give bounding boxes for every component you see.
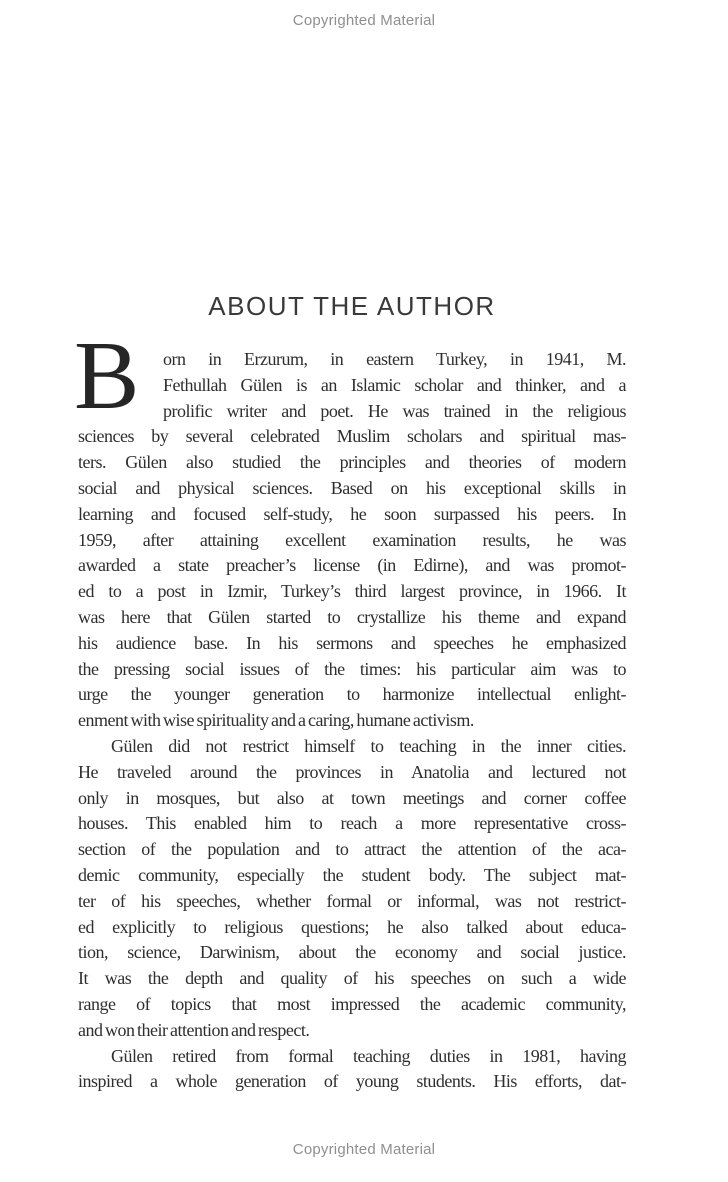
text-line: enment with wise spirituality and a caring, humane activism.: [78, 710, 474, 731]
text-block: [74, 322, 626, 1095]
text-line: Fethullah Gülen is an Islamic scholar and thinker, and a: [163, 374, 626, 395]
text-line: and won their attention and respect.: [78, 1019, 310, 1040]
text-line: social and physical sciences. Based on his exceptional skills in: [78, 477, 626, 498]
text-line: awarded a state preacher’s license (in Edirne), and was promot-: [78, 555, 626, 576]
text-line: demic community, especially the student body. The subject mat-: [78, 864, 626, 885]
text-line: range of topics that most impressed the academic community,: [78, 993, 626, 1014]
paragraph: [78, 1044, 626, 1096]
watermark-top: Copyrighted Material: [292, 12, 436, 29]
text-line: ters. Gülen also studied the principles and theories of modern: [78, 452, 626, 473]
text-line: tion, science, Darwinism, about the economy and social justice.: [78, 942, 626, 963]
text-line: urge the younger generation to harmonize intellectual enlight-: [78, 684, 626, 705]
text-line: Gülen retired from formal teaching duties in 1981, having: [111, 1045, 626, 1066]
text-line: sciences by several celebrated Muslim scholars and spiritual mas-: [78, 426, 626, 447]
text-line: Gülen did not restrict himself to teaching in the inner cities.: [111, 735, 626, 756]
drop-cap: B: [74, 322, 140, 430]
text-line: ter of his speeches, whether formal or informal, was not restrict-: [78, 890, 626, 911]
text-line: section of the population and to attract the attention of the aca-: [78, 839, 626, 860]
text-line: his audience base. In his sermons and speeches he emphasized: [78, 632, 626, 653]
text-line: the pressing social issues of the times: his particular aim was to: [78, 658, 626, 679]
paragraph: [78, 347, 626, 734]
watermark-bottom: Copyrighted Material: [292, 1141, 436, 1158]
text-line: ed explicitly to religious questions; he also talked about educa-: [78, 916, 626, 937]
text-line: He traveled around the provinces in Anatolia and lectured not: [78, 761, 626, 782]
text-line: 1959, after attaining excellent examination results, he was: [78, 529, 626, 550]
text-line: houses. This enabled him to reach a more representative cross-: [78, 813, 626, 834]
text-line: only in mosques, but also at town meetings and corner coffee: [78, 787, 626, 808]
page-title: ABOUT THE AUTHOR: [208, 291, 496, 321]
text-line: It was the depth and quality of his speeches on such a wide: [78, 968, 626, 989]
text-line: ed to a post in Izmir, Turkey’s third largest province, in 1966. It: [78, 581, 626, 602]
text-line: orn in Erzurum, in eastern Turkey, in 1941, M.: [163, 349, 626, 369]
text-line: inspired a whole generation of young students. His efforts, dat-: [78, 1071, 626, 1092]
paragraph: [78, 734, 626, 1044]
text-line: was here that Gülen started to crystallize his theme and expand: [78, 606, 626, 627]
text-line: learning and focused self-study, he soon surpassed his peers. In: [78, 503, 626, 524]
text-line: prolific writer and poet. He was trained in the religious: [163, 400, 626, 421]
